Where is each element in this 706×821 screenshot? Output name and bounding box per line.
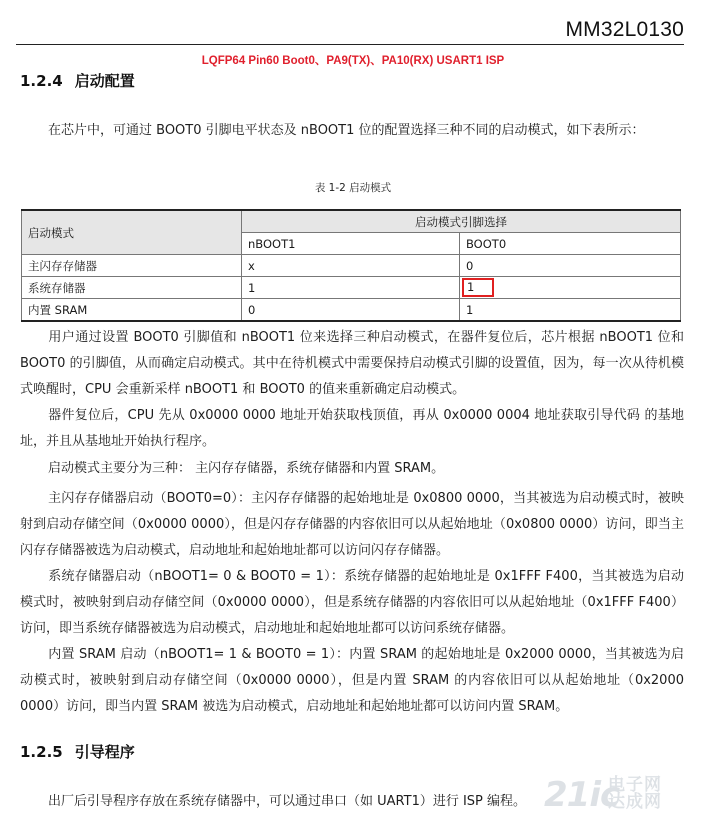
section-heading-1-2-4	[20, 70, 135, 91]
header-boot-mode: 启动模式	[22, 210, 242, 255]
section-number: 1.2.5	[20, 743, 63, 761]
table-row	[22, 255, 681, 277]
paragraph-three-modes	[20, 456, 684, 482]
boot-mode-table	[21, 209, 681, 322]
document-model-number: MM32L0130	[565, 18, 684, 41]
paragraph-main-flash	[20, 486, 684, 564]
section-title: 启动配置	[74, 72, 135, 90]
header-nboot1: nBOOT1	[242, 233, 460, 255]
header-pin-select: 启动模式引脚选择	[242, 210, 681, 233]
header-divider	[16, 44, 684, 45]
pin-annotation-note: LQFP64 Pin60 Boot0、PA9(TX)、PA10(RX) USART1 ISP	[201, 55, 505, 67]
paragraph-boot-select	[20, 325, 684, 403]
watermark-brand: 21ic	[544, 775, 620, 815]
row-boot0: 1	[460, 299, 681, 322]
section-number: 1.2.4	[20, 72, 63, 90]
table-caption: 表 1-2 启动模式	[314, 182, 392, 194]
row-nboot1: x	[242, 255, 460, 277]
highlight-box: 1	[462, 278, 494, 297]
paragraph-text: 用户通过设置 BOOT0 引脚值和 nBOOT1 位来选择三种启动模式，在器件复位后，芯片根据 nBOOT1 位和 BOOT0 的引脚值，从而确定启动模式。其中在待机模式中需要保持启动模式引脚的设置值，因为，每一次从待机模式唤醒时，CPU 会重新采样 nBOOT1 和 BOOT0 的值来重新确定启动模式。	[20, 330, 684, 397]
paragraph-text: 主闪存存储器启动（BOOT0=0）：主闪存存储器的起始地址是 0x0800 0000，当其被选为启动模式时，被映射到启动存储空间（0x0000 0000），但是闪存存储器的内容依旧可以从起始地址（0x0800 0000）访问，即当主闪存存储器被选为启动模式，启动地址和起始地址都可以访问闪存存储器。	[20, 491, 684, 558]
paragraph-text: 内置 SRAM 启动（nBOOT1= 1 & BOOT0 = 1）：内置 SRAM 的起始地址是 0x2000 0000，当其被选为启动模式时，被映射到启动存储空间（0x0000 0000），但是内置 SRAM 的内容依旧可以从起始地址（0x2000 0000）访问，即当内置 SRAM 被选为启动模式，启动地址和起始地址都可以访问内置 SRAM。	[20, 647, 684, 714]
paragraph-reset	[20, 403, 684, 455]
row-mode: 系统存储器	[22, 277, 242, 299]
paragraph-sram	[20, 642, 684, 720]
row-nboot1: 0	[242, 299, 460, 322]
paragraph-text: 器件复位后，CPU 先从 0x0000 0000 地址开始获取栈顶值，再从 0x0000 0004 地址获取引导代码 的基地址，并且从基地址开始执行程序。	[20, 408, 684, 449]
watermark-logo	[544, 777, 694, 813]
row-mode: 内置 SRAM	[22, 299, 242, 322]
row-nboot1: 1	[242, 277, 460, 299]
table-row	[22, 277, 681, 299]
row-mode: 主闪存存储器	[22, 255, 242, 277]
section-heading-1-2-5	[20, 741, 135, 762]
paragraph-text: 系统存储器启动（nBOOT1= 0 & BOOT0 = 1）：系统存储器的起始地址是 0x1FFF F400，当其被选为启动模式时，被映射到启动存储空间（0x0000 0000），但是系统存储器的内容依旧可以从起始地址（0x1FFF F400）访问，即当系统存储器被选为启动模式，启动地址和起始地址都可以访问系统存储器。	[20, 569, 684, 636]
watermark-text: 电子网 达成网	[608, 775, 662, 812]
section-title: 引导程序	[74, 743, 135, 761]
header-boot0: BOOT0	[460, 233, 681, 255]
paragraph-system-memory	[20, 564, 684, 642]
table-row	[22, 299, 681, 322]
paragraph-text: 启动模式主要分为三种： 主闪存存储器，系统存储器和内置 SRAM。	[48, 461, 445, 476]
intro-paragraph	[20, 118, 684, 144]
row-boot0: 0	[460, 255, 681, 277]
row-boot0-highlighted	[460, 277, 681, 299]
intro-text: 在芯片中，可通过 BOOT0 引脚电平状态及 nBOOT1 位的配置选择三种不同的启动模式，如下表所示：	[48, 123, 645, 138]
paragraph-text: 出厂后引导程序存放在系统存储器中，可以通过串口（如 UART1）进行 ISP 编程。	[48, 794, 527, 809]
